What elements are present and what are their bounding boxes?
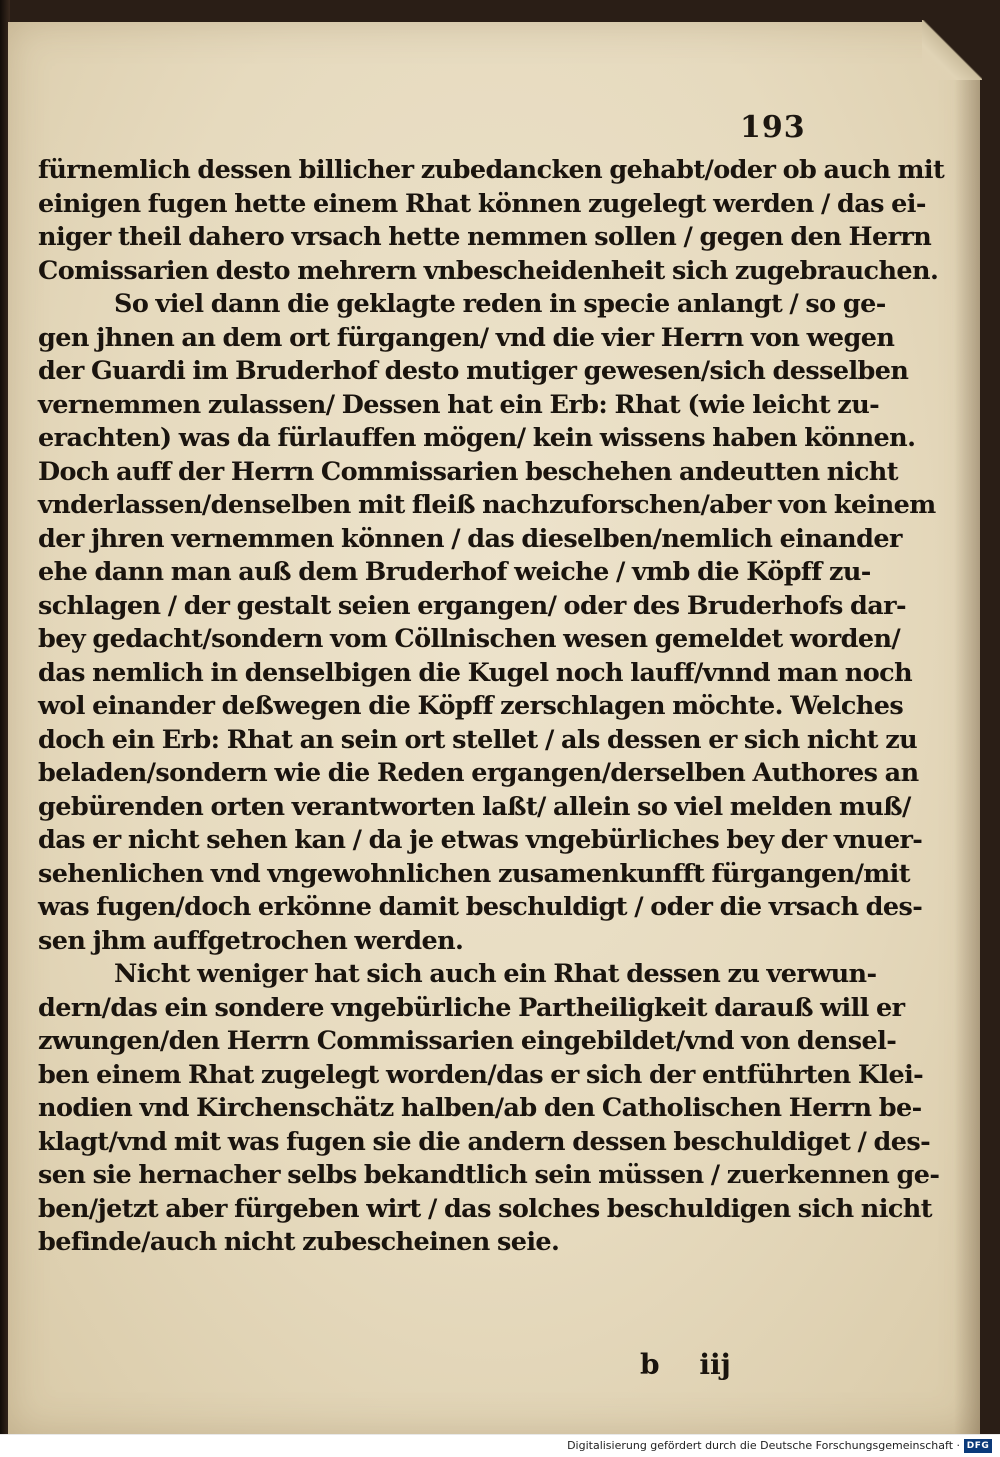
text-line: ehe dann man auß dem Bruderhof weiche / vmb die Köpff zu- <box>38 557 871 587</box>
text-line: ben/jetzt aber fürgeben wirt / das solches beschuldigen sich nicht <box>38 1193 932 1224</box>
text-line: das er nicht sehen kan / da je etwas vngebürliches bey der vnuer- <box>38 825 923 855</box>
text-line: niger theil dahero vrsach hette nemmen sollen / gegen den Herrn <box>38 222 932 252</box>
text-line: das nemlich in denselbigen die Kugel noch lauff/vnnd man noch <box>38 657 913 688</box>
text-line: zwungen/den Herrn Commissarien eingebildet/vnd von densel- <box>38 1026 897 1056</box>
text-line: sen sie hernacher selbs bekandtlich sein müssen / zuerkennen ge- <box>38 1160 940 1190</box>
text-line: erachten) was da fürlauffen mögen/ kein wissens haben können. <box>38 423 916 453</box>
text-line: sehenlichen vnd vngewohnlichen zusamenkunfft fürgangen/mit <box>38 858 910 889</box>
text-line: Comissarien desto mehrern vnbescheidenheit sich zugebrauchen. <box>38 255 939 286</box>
funding-credit: Digitalisierung gefördert durch die Deutsche Forschungsgemeinschaft · <box>567 1439 960 1452</box>
text-line: gebürenden orten verantworten laßt/ allein so viel melden muß/ <box>38 791 911 822</box>
text-line: wol einander deßwegen die Köpff zerschlagen möchte. Welches <box>38 691 904 721</box>
text-line: befinde/auch nicht zubescheinen seie. <box>38 1227 560 1257</box>
text-line: Doch auff der Herrn Commissarien beschehen andeutten nicht <box>38 456 898 487</box>
text-line: der Guardi im Bruderhof desto mutiger gewesen/sich desselben <box>38 356 909 386</box>
text-line: sen jhm auffgetrochen werden. <box>38 925 464 956</box>
body-text <box>38 154 945 1260</box>
page-corner-curl <box>922 20 982 80</box>
text-line: doch ein Erb: Rhat an sein ort stellet / als dessen er sich nicht zu <box>38 724 918 755</box>
footer-bar <box>0 1434 1000 1457</box>
signature-mark: b iij <box>640 1348 731 1381</box>
text-line: was fugen/doch erkönne damit beschuldigt / oder die vrsach des- <box>38 892 923 922</box>
text-line: schlagen / der gestalt seien ergangen/ oder des Bruderhofs dar- <box>38 590 906 621</box>
text-line: ben einem Rhat zugelegt worden/das er sich der entführten Klei- <box>38 1059 924 1090</box>
text-line: beladen/sondern wie die Reden ergangen/derselben Authores an <box>38 758 919 788</box>
text-line: einigen fugen hette einem Rhat können zugelegt werden / das ei- <box>38 188 926 219</box>
page-number: 193 <box>740 110 806 145</box>
text-line: bey gedacht/sondern vom Cöllnischen wesen gemeldet worden/ <box>38 624 901 654</box>
page-shadow <box>954 22 980 1434</box>
text-line: Nicht weniger hat sich auch ein Rhat dessen zu verwun- <box>114 959 877 989</box>
text-line: fürnemlich dessen billicher zubedancken gehabt/oder ob auch mit <box>38 155 945 185</box>
text-line: vernemmen zulassen/ Dessen hat ein Erb: Rhat (wie leicht zu- <box>38 389 880 420</box>
text-line: der jhren vernemmen können / das dieselben/nemlich einander <box>38 523 902 554</box>
text-line: gen jhnen an dem ort fürgangen/ vnd die vier Herrn von wegen <box>38 322 895 353</box>
text-line: nodien vnd Kirchenschätz halben/ab den Catholischen Herrn be- <box>38 1093 922 1123</box>
dfg-logo: DFG <box>964 1439 992 1453</box>
text-line: So viel dann die geklagte reden in specie anlangt / so ge- <box>114 289 886 319</box>
text-line: dern/das ein sondere vngebürliche Partheiligkeit darauß will er <box>38 992 905 1023</box>
text-line: vnderlassen/denselben mit fleiß nachzuforschen/aber von keinem <box>38 490 936 520</box>
text-line: klagt/vnd mit was fugen sie die andern dessen beschuldiget / des- <box>38 1126 931 1157</box>
